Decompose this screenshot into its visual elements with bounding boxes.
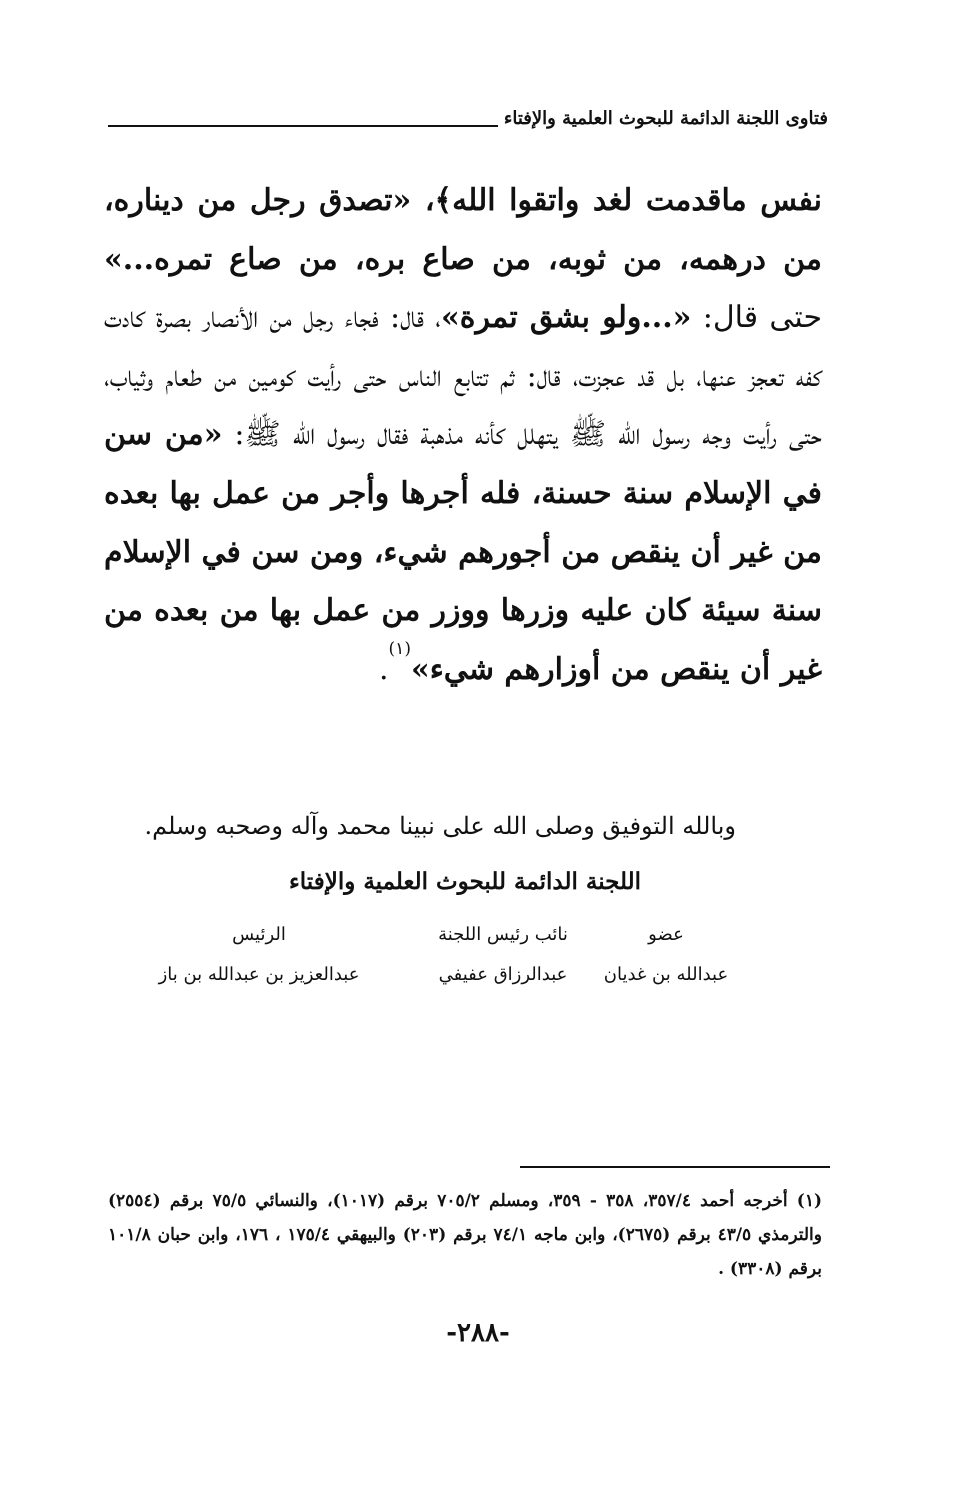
footnote: (١) أخرجه أحمد ٣٥٧/٤، ٣٥٨ - ٣٥٩، ومسلم ٧٠٥/٢ برقم (١٠١٧)، والنسائي ٧٥/٥ برقم (٢٥٥٤) والترمذي ٤٣/٥ برقم (٢٦٧٥)، وابن ماجه ٧٤/١ برقم (٢٠٣) والبيهقي ١٧٥/٤ ، ١٧٦، وابن حبان ١٠١/٨ برقم (٣٣٠٨) .	[108, 1191, 823, 1279]
signatory-member	[596, 924, 736, 985]
header-rule	[108, 125, 498, 127]
fatwa-body	[104, 172, 822, 699]
committee-name: اللجنة الدائمة للبحوث العلمية والإفتاء	[288, 868, 642, 895]
sentence-end: .	[378, 651, 389, 687]
narration-text: حتى قال:	[691, 300, 822, 336]
signatory-role: الرئيس	[232, 924, 286, 945]
page-number: -٢٨٨-	[446, 1318, 510, 1348]
footnote-separator	[520, 1166, 830, 1168]
signatory-vice-chairman	[418, 924, 588, 985]
signatory-role: نائب رئيس اللجنة	[438, 924, 568, 945]
signatory-chairman	[150, 924, 368, 985]
signatory-role: عضو	[648, 924, 684, 945]
quran-hadith-text: نفس ماقدمت لغد واتقوا الله﴾، «تصدق رجل من ديناره، من درهمه، من ثوبه، من صاع بره، من صاع تمره...»	[104, 183, 822, 277]
narration-text: ، قال: فجاء رجل من الأنصار بصرة كادت كفه تعجز عنها، بل قد عجزت، قال: ثم تتابع الناس حتى رأيت كومين من طعام وثياب، حتى رأيت وجه رسول الله ﷺ يتهلل كأنه مذهبة فقال رسول الله ﷺ:	[104, 300, 822, 453]
running-title: فتاوى اللجنة الدائمة للبحوث العلمية والإفتاء	[503, 108, 828, 129]
closing-invocation: وبالله التوفيق وصلى الله على نبينا محمد وآله وصحبه وسلم.	[144, 812, 736, 840]
signatory-name: عبدالعزيز بن عبدالله بن باز	[158, 964, 360, 985]
hadith-text: «...ولو بشق تمرة»	[441, 300, 692, 336]
hadith-quote: «من سن في الإسلام سنة حسنة، فله أجرها وأجر من عمل بها بعده من غير أن ينقص من أجورهم شيء، ومن سن في الإسلام سنة سيئة كان عليه وزرها ووزر من عمل بها من بعده من غير أن ينقص من أوزارهم شيء»	[104, 417, 822, 687]
footnote-reference: (١)	[388, 638, 411, 659]
signatory-name: عبدالرزاق عفيفي	[438, 964, 568, 985]
signatory-name: عبدالله بن غديان	[603, 964, 729, 985]
running-header	[108, 108, 828, 129]
